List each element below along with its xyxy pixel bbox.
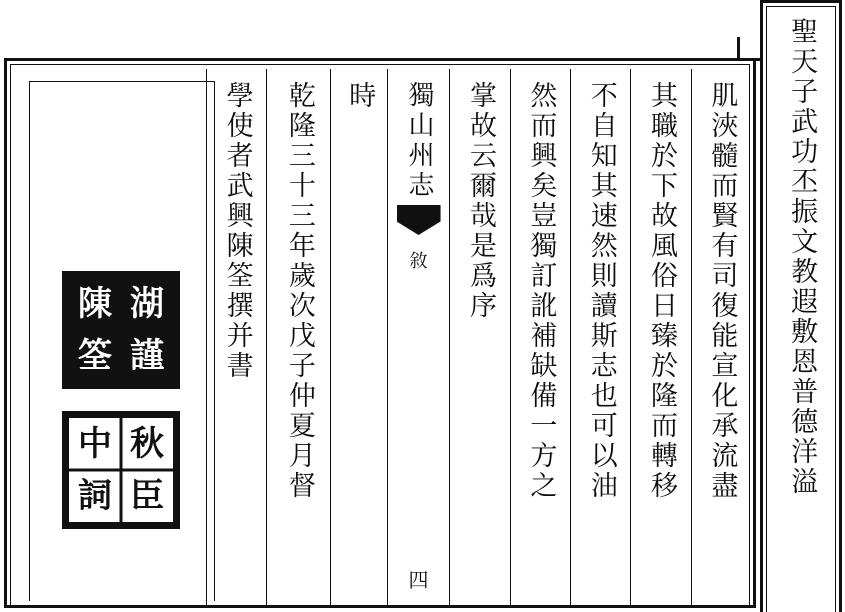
- column-text: 肌浹髓而賢有司復能宣化承流盡: [706, 81, 738, 501]
- seal-character: 臣: [130, 476, 164, 516]
- detached-right-column-inner: [766, 6, 836, 612]
- text-column-8: [266, 69, 330, 607]
- text-column-1: [691, 69, 751, 607]
- title-column: [387, 69, 449, 607]
- detached-column-text: 聖天子武功丕振文教遐敷恩普德洋溢: [786, 17, 818, 497]
- seal-character: 謹: [130, 336, 164, 376]
- seal-character: 湖: [130, 284, 164, 324]
- text-column-3: [570, 69, 630, 607]
- seal-upper: [62, 271, 180, 389]
- main-text-frame: [4, 58, 756, 608]
- page-number: 四: [408, 568, 429, 592]
- column-text: 然而興矣豈獨訂訛補缺備一方之: [525, 81, 557, 501]
- column-text: 掌故云爾哉是爲序: [464, 81, 496, 321]
- detached-right-column: [760, 0, 842, 612]
- text-column-7: [330, 69, 386, 607]
- book-title: 獨山州志: [403, 81, 434, 201]
- seal-lower: [62, 411, 180, 529]
- seal-group: [51, 271, 191, 529]
- column-text: 學使者武興陳筌撰并書: [221, 81, 253, 381]
- seal-character: 陳: [78, 284, 112, 324]
- column-text: 其職於下故風俗日臻於隆而轉移: [646, 81, 678, 501]
- column-text: 乾隆三十三年歲次戊子仲夏月督: [283, 81, 315, 501]
- text-column-4: [510, 69, 570, 607]
- column-text: 時: [344, 81, 376, 111]
- seal-character: 秋: [130, 424, 164, 464]
- column-text: 不自知其速然則讀斯志也可以油: [585, 81, 617, 501]
- seal-character: 中: [78, 424, 112, 464]
- text-column-2: [630, 69, 690, 607]
- text-column-5: [449, 69, 509, 607]
- section-label: 敘: [409, 251, 428, 272]
- fishtail-block-icon: [397, 205, 441, 235]
- seal-character: 詞: [78, 476, 112, 516]
- seal-character: 筌: [78, 336, 112, 376]
